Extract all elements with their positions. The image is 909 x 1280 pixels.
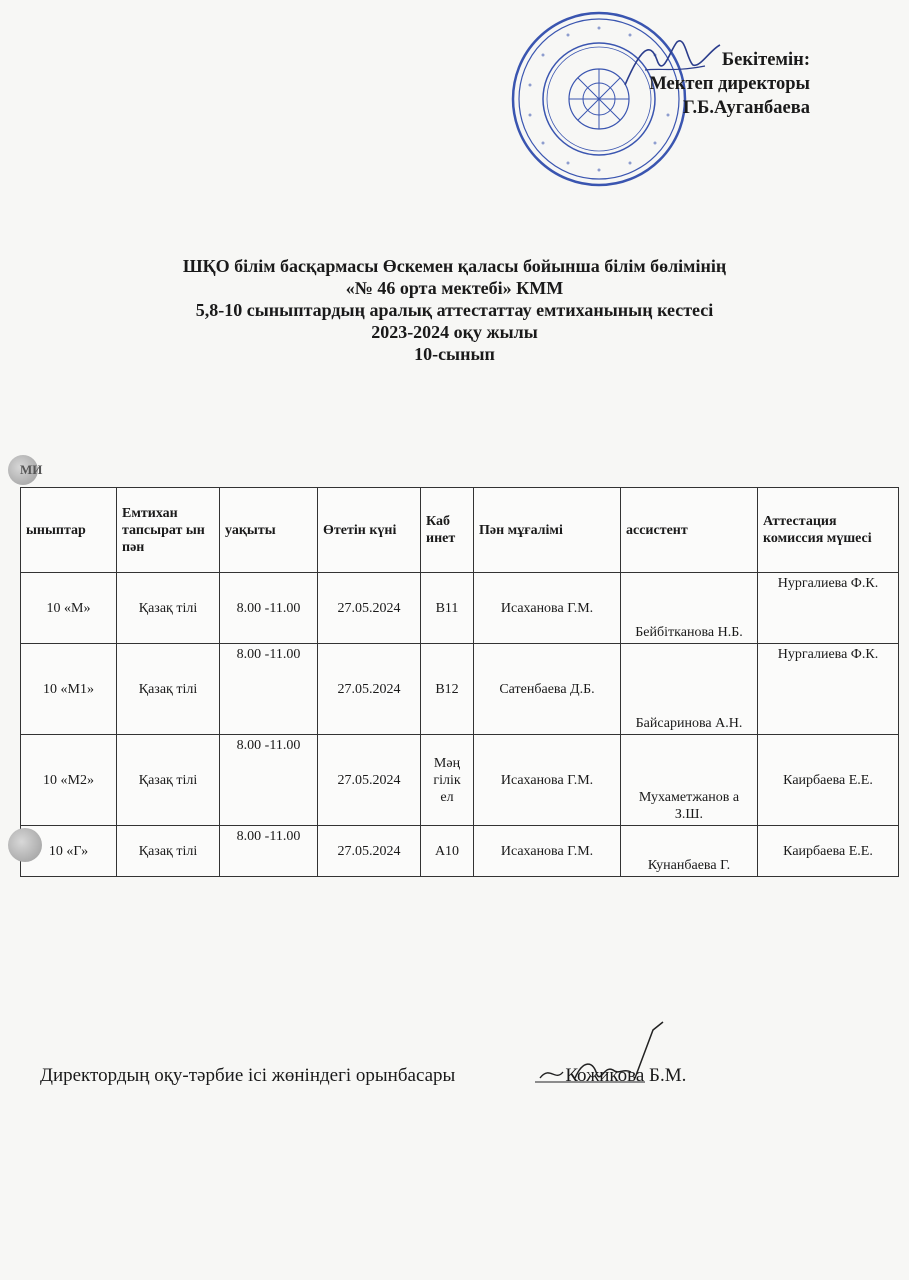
cell-time: 8.00 -11.00 bbox=[220, 826, 318, 877]
col-header-room: Каб инет bbox=[421, 488, 474, 573]
cell-subject: Қазақ тілі bbox=[117, 826, 220, 877]
cell-teacher: Исаханова Г.М. bbox=[474, 826, 621, 877]
title-line-1: ШҚО білім басқармасы Өскемен қаласы бойынша білім бөлімінің bbox=[182, 256, 727, 276]
title-line-4: 2023-2024 оқу жылы bbox=[371, 322, 538, 342]
cell-room: Мәң гілік ел bbox=[421, 735, 474, 826]
cell-time: 8.00 -11.00 bbox=[220, 735, 318, 826]
cell-commission: Нургалиева Ф.К. bbox=[758, 644, 899, 735]
col-header-class: ыныптар bbox=[21, 488, 117, 573]
approval-label: Бекітемін: bbox=[721, 50, 810, 70]
table-row bbox=[21, 735, 899, 826]
cell-time: 8.00 -11.00 bbox=[220, 573, 318, 644]
approval-name: Г.Б.Ауганбаева bbox=[682, 98, 810, 118]
cell-class: 10 «М1» bbox=[21, 644, 117, 735]
cell-commission: Нургалиева Ф.К. bbox=[758, 573, 899, 644]
table-header-row bbox=[21, 488, 899, 573]
cell-commission: Каирбаева Е.Е. bbox=[758, 826, 899, 877]
cell-date: 27.05.2024 bbox=[318, 826, 421, 877]
exam-schedule-table bbox=[20, 487, 899, 877]
cell-assistant: Бейбітканова Н.Б. bbox=[621, 573, 758, 644]
col-header-assistant: ассистент bbox=[621, 488, 758, 573]
col-header-commission: Аттестация комиссия мүшесі bbox=[758, 488, 899, 573]
cell-commission: Каирбаева Е.Е. bbox=[758, 735, 899, 826]
cell-date: 27.05.2024 bbox=[318, 573, 421, 644]
cell-room: В11 bbox=[421, 573, 474, 644]
title-line-3: 5,8-10 сыныптардың аралық аттестаттау емтиханының кестесі bbox=[195, 300, 714, 320]
table-row bbox=[21, 826, 899, 877]
deputy-role: Директордың оқу-тәрбие ісі жөніндегі орынбасары bbox=[40, 1065, 456, 1086]
deputy-name: Кожикова Б.М. bbox=[565, 1065, 687, 1086]
cell-class: 10 «М» bbox=[21, 573, 117, 644]
cell-date: 27.05.2024 bbox=[318, 644, 421, 735]
cell-class: 10 «М2» bbox=[21, 735, 117, 826]
footer-signature-line bbox=[40, 1065, 686, 1087]
document-title bbox=[0, 255, 909, 365]
table-row bbox=[21, 644, 899, 735]
cell-date: 27.05.2024 bbox=[318, 735, 421, 826]
cell-class: 10 «Г» bbox=[21, 826, 117, 877]
cell-subject: Қазақ тілі bbox=[117, 735, 220, 826]
cell-teacher: Исаханова Г.М. bbox=[474, 735, 621, 826]
approval-block bbox=[600, 48, 810, 120]
title-line-5: 10-сынып bbox=[414, 344, 495, 364]
cell-assistant: Кунанбаева Г. bbox=[621, 826, 758, 877]
col-header-subject: Емтихан тапсырат ын пән bbox=[117, 488, 220, 573]
approval-position: Мектеп директоры bbox=[649, 74, 810, 94]
corner-mark: МИ bbox=[20, 462, 43, 477]
cell-subject: Қазақ тілі bbox=[117, 573, 220, 644]
cell-assistant: Мухаметжанов а З.Ш. bbox=[621, 735, 758, 826]
cell-teacher: Исаханова Г.М. bbox=[474, 573, 621, 644]
punch-hole-bottom bbox=[8, 828, 42, 862]
cell-teacher: Сатенбаева Д.Б. bbox=[474, 644, 621, 735]
cell-subject: Қазақ тілі bbox=[117, 644, 220, 735]
cell-time: 8.00 -11.00 bbox=[220, 644, 318, 735]
cell-assistant: Байсаринова А.Н. bbox=[621, 644, 758, 735]
table-row bbox=[21, 573, 899, 644]
cell-room: А10 bbox=[421, 826, 474, 877]
col-header-date: Өтетін күні bbox=[318, 488, 421, 573]
title-line-2: «№ 46 орта мектебі» КММ bbox=[345, 278, 564, 298]
col-header-time: уақыты bbox=[220, 488, 318, 573]
cell-room: В12 bbox=[421, 644, 474, 735]
col-header-teacher: Пән мұғалімі bbox=[474, 488, 621, 573]
